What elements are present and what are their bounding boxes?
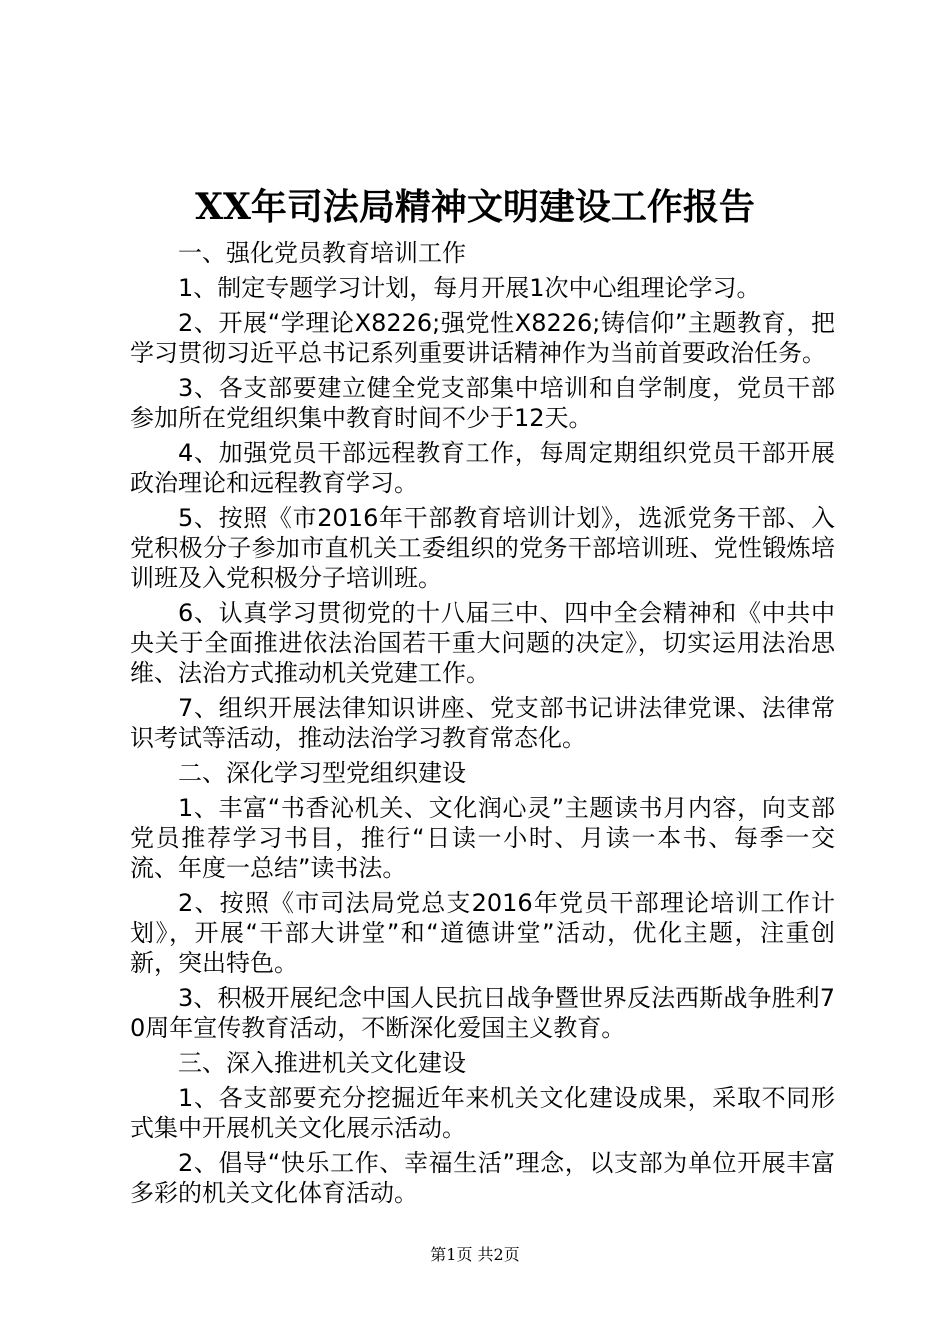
section-heading-3: 三、深入推进机关文化建设 — [178, 1049, 466, 1077]
paragraph: 1、丰富“书香沁机关、文化润心灵”主题读书月内容，向支部党员推荐学习书目，推行“日读一小时、月读一本书、每季一交流、年度一总结”读书法。 — [130, 794, 835, 882]
paragraph: 4、加强党员干部远程教育工作，每周定期组织党员干部开展政治理论和远程教育学习。 — [130, 439, 835, 497]
paragraph: 3、积极开展纪念中国人民抗日战争暨世界反法西斯战争胜利70周年宣传教育活动，不断深化爱国主义教育。 — [130, 984, 835, 1042]
page-footer: 第1页 共2页 — [430, 1245, 520, 1264]
section-heading-2: 二、深化学习型党组织建设 — [178, 759, 466, 787]
section-heading-1: 一、强化党员教育培训工作 — [178, 239, 466, 267]
paragraph: 1、各支部要充分挖掘近年来机关文化建设成果，采取不同形式集中开展机关文化展示活动。 — [130, 1084, 835, 1142]
paragraph: 2、开展“学理论X8226;强党性X8226;铸信仰”主题教育，把学习贯彻习近平总书记系列重要讲话精神作为当前首要政治任务。 — [130, 309, 835, 367]
paragraph: 2、按照《市司法局党总支2016年党员干部理论培训工作计划》，开展“干部大讲堂”和“道德讲堂”活动，优化主题，注重创新，突出特色。 — [130, 889, 835, 977]
paragraph: 7、组织开展法律知识讲座、党支部书记讲法律党课、法律常识考试等活动，推动法治学习教育常态化。 — [130, 694, 835, 752]
paragraph: 6、认真学习贯彻党的十八届三中、四中全会精神和《中共中央关于全面推进依法治国若干重大问题的决定》，切实运用法治思维、法治方式推动机关党建工作。 — [130, 599, 835, 687]
paragraph: 1、制定专题学习计划，每月开展1次中心组理论学习。 — [178, 274, 761, 302]
paragraph: 2、倡导“快乐工作、幸福生活”理念，以支部为单位开展丰富多彩的机关文化体育活动。 — [130, 1149, 835, 1207]
paragraph: 3、各支部要建立健全党支部集中培训和自学制度，党员干部参加所在党组织集中教育时间不少于12天。 — [130, 374, 835, 432]
document-body — [130, 238, 835, 1213]
document-title: XX年司法局精神文明建设工作报告 — [195, 186, 755, 228]
paragraph: 5、按照《市2016年干部教育培训计划》，选派党务干部、入党积极分子参加市直机关工委组织的党务干部培训班、党性锻炼培训班及入党积极分子培训班。 — [130, 504, 835, 592]
